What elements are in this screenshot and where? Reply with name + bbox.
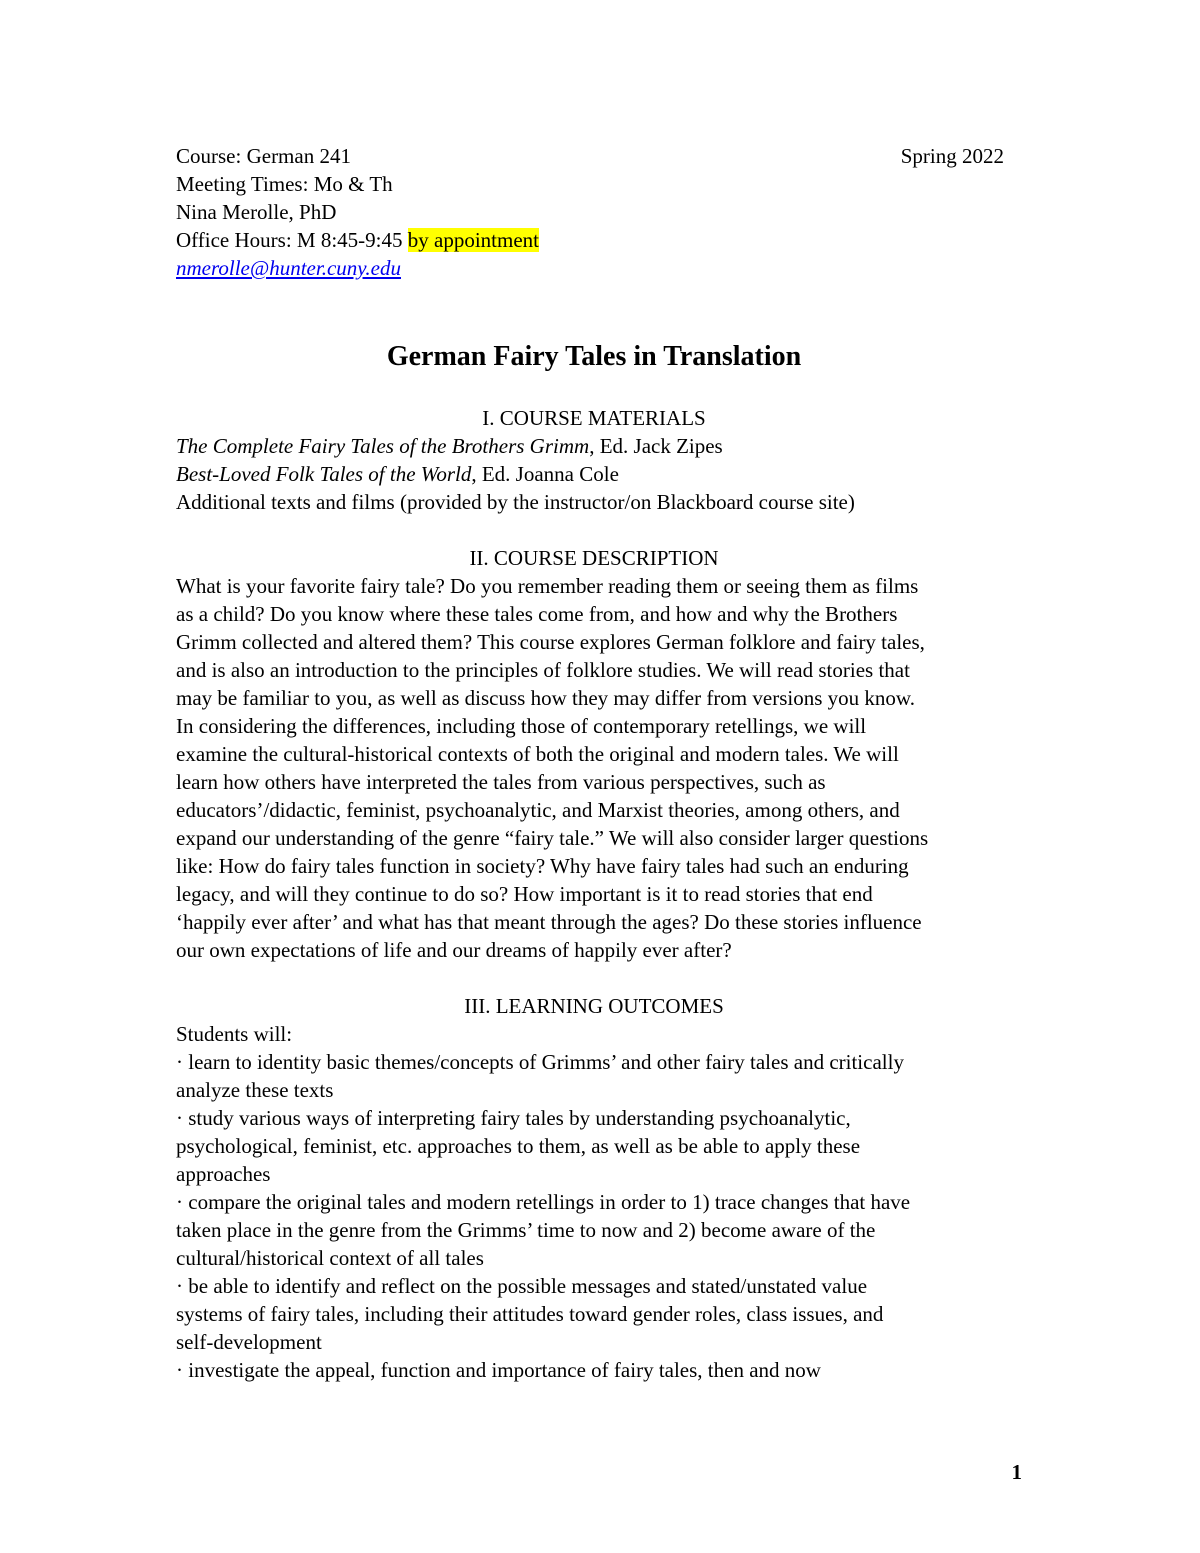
material-item xyxy=(176,488,855,516)
outcome-line: psychological, feminist, etc. approaches to them, as well as be able to apply these xyxy=(176,1134,861,1158)
meeting-times: Meeting Times: Mo & Th xyxy=(176,172,393,196)
material-item xyxy=(176,460,619,488)
description-line: ‘happily ever after’ and what has that meant through the ages? Do these stories influence xyxy=(176,910,922,934)
outcome-line: analyze these texts xyxy=(176,1078,334,1102)
outcome-line: taken place in the genre from the Grimms’ time to now and 2) become aware of the xyxy=(176,1218,876,1242)
material-editor: , Ed. Jack Zipes xyxy=(589,434,723,458)
description-line: educators’/didactic, feminist, psychoanalytic, and Marxist theories, among others, and xyxy=(176,798,900,822)
outcomes-list xyxy=(176,1048,1036,1384)
outcome-line: · investigate the appeal, function and importance of fairy tales, then and now xyxy=(176,1358,821,1382)
description-line: What is your favorite fairy tale? Do you remember reading them or seeing them as films xyxy=(176,574,919,598)
outcome-line: · learn to identity basic themes/concepts of Grimms’ and other fairy tales and critically xyxy=(176,1050,904,1074)
materials-heading: I. COURSE MATERIALS xyxy=(482,406,706,430)
page-number: 1 xyxy=(1011,1460,1022,1484)
outcome-line: · study various ways of interpreting fairy tales by understanding psychoanalytic, xyxy=(176,1106,851,1130)
material-item xyxy=(176,432,723,460)
instructor-name: Nina Merolle, PhD xyxy=(176,200,337,224)
outcome-line: approaches xyxy=(176,1162,271,1186)
page-title: German Fairy Tales in Translation xyxy=(386,341,802,372)
outcome-line: · compare the original tales and modern retellings in order to 1) trace changes that have xyxy=(176,1190,911,1214)
office-hours-time: Office Hours: M 8:45-9:45 xyxy=(176,228,408,252)
term: Spring 2022 xyxy=(900,144,1004,168)
outcome-line: · be able to identify and reflect on the possible messages and stated/unstated value xyxy=(176,1274,868,1298)
material-note: Additional texts and films (provided by the instructor/on Blackboard course site) xyxy=(176,490,855,514)
description-line: expand our understanding of the genre “fairy tale.” We will also consider larger questions xyxy=(176,826,929,850)
description-line: like: How do fairy tales function in society? Why have fairy tales had such an enduring xyxy=(176,854,909,878)
description-line: as a child? Do you know where these tales come from, and how and why the Brothers xyxy=(176,602,898,626)
email-line xyxy=(176,254,401,282)
description-line: and is also an introduction to the principles of folklore studies. We will read stories that xyxy=(176,658,910,682)
outcome-line: systems of fairy tales, including their attitudes toward gender roles, class issues, and xyxy=(176,1302,884,1326)
email-link[interactable]: nmerolle@hunter.cuny.edu xyxy=(176,256,401,280)
description-line: Grimm collected and altered them? This course explores German folklore and fairy tales, xyxy=(176,630,925,654)
outcomes-intro: Students will: xyxy=(176,1022,293,1046)
outcome-line: self-development xyxy=(176,1330,322,1354)
material-title: Best-Loved Folk Tales of the World xyxy=(176,462,472,486)
material-editor: , Ed. Joanna Cole xyxy=(471,462,619,486)
office-hours-note: by appointment xyxy=(407,228,539,252)
description-line: learn how others have interpreted the tales from various perspectives, such as xyxy=(176,770,826,794)
description-paragraph xyxy=(176,572,1036,964)
description-line: legacy, and will they continue to do so? How important is it to read stories that end xyxy=(176,882,873,906)
description-line: our own expectations of life and our dreams of happily ever after? xyxy=(176,938,732,962)
office-hours xyxy=(176,226,539,254)
description-heading: II. COURSE DESCRIPTION xyxy=(469,546,719,570)
outcome-line: cultural/historical context of all tales xyxy=(176,1246,484,1270)
description-line: examine the cultural-historical contexts of both the original and modern tales. We will xyxy=(176,742,899,766)
outcomes-heading: III. LEARNING OUTCOMES xyxy=(464,994,724,1018)
description-line: In considering the differences, including those of contemporary retellings, we will xyxy=(176,714,867,738)
course-code: Course: German 241 xyxy=(176,144,351,168)
description-line: may be familiar to you, as well as discuss how they may differ from versions you know. xyxy=(176,686,915,710)
material-title: The Complete Fairy Tales of the Brothers Grimm xyxy=(176,434,590,458)
